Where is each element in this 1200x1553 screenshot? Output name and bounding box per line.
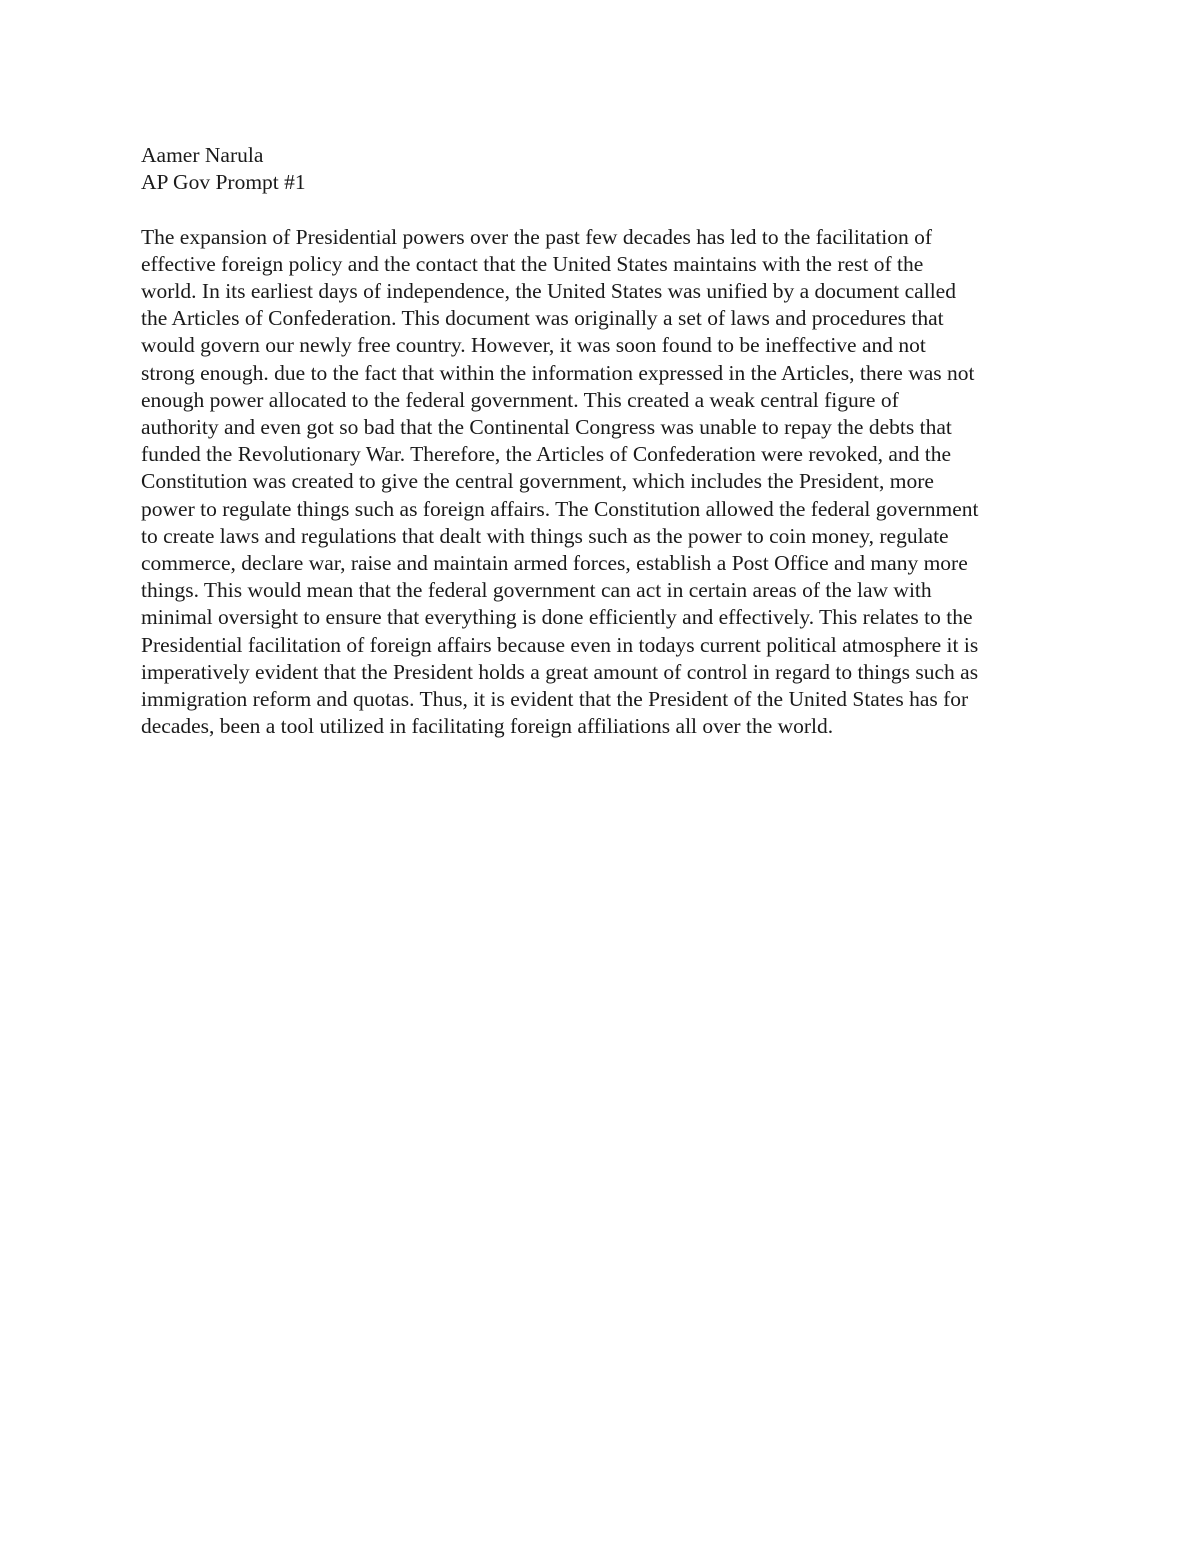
paragraph-line: things. This would mean that the federal government can act in certain areas of the law with xyxy=(141,578,932,603)
paragraph-line: Presidential facilitation of foreign affairs because even in todays current political atmosphere it is xyxy=(141,632,979,657)
document-content xyxy=(141,142,1066,740)
paragraph-line: Constitution was created to give the central government, which includes the President, more xyxy=(141,469,934,494)
paragraph-line: the Articles of Confederation. This document was originally a set of laws and procedures that xyxy=(141,306,944,331)
paragraph-line: minimal oversight to ensure that everything is done efficiently and effectively. This relates to the xyxy=(141,605,973,630)
paragraph-line: would govern our newly free country. However, it was soon found to be ineffective and not xyxy=(141,333,926,358)
paragraph-line: world. In its earliest days of independence, the United States was unified by a document called xyxy=(141,279,956,303)
paragraph-line: to create laws and regulations that dealt with things such as the power to coin money, regulate xyxy=(141,523,949,548)
paragraph-line: commerce, declare war, raise and maintain armed forces, establish a Post Office and many more xyxy=(141,551,968,576)
paragraph-line: immigration reform and quotas. Thus, it is evident that the President of the United States has for xyxy=(141,687,969,712)
paragraph-line: power to regulate things such as foreign affairs. The Constitution allowed the federal government xyxy=(141,496,979,521)
author-name: Aamer Narula xyxy=(141,143,264,167)
paragraph-line: imperatively evident that the President holds a great amount of control in regard to things such as xyxy=(141,659,979,684)
assignment-title: AP Gov Prompt #1 xyxy=(141,170,306,195)
paragraph-line: decades, been a tool utilized in facilitating foreign affiliations all over the world. xyxy=(141,714,834,739)
paragraph-line: strong enough. due to the fact that within the information expressed in the Articles, there was not xyxy=(141,360,975,385)
essay-paragraph xyxy=(141,224,1066,741)
paragraph-line: enough power allocated to the federal government. This created a weak central figure of xyxy=(141,387,899,412)
paragraph-line: The expansion of Presidential powers over the past few decades has led to the facilitation of xyxy=(141,224,933,249)
paragraph-line: effective foreign policy and the contact that the United States maintains with the rest of the xyxy=(141,251,924,276)
paragraph-line: funded the Revolutionary War. Therefore, the Articles of Confederation were revoked, and the xyxy=(141,442,952,467)
paragraph-line: authority and even got so bad that the Continental Congress was unable to repay the debts that xyxy=(141,415,952,440)
blank-line xyxy=(141,196,1066,223)
